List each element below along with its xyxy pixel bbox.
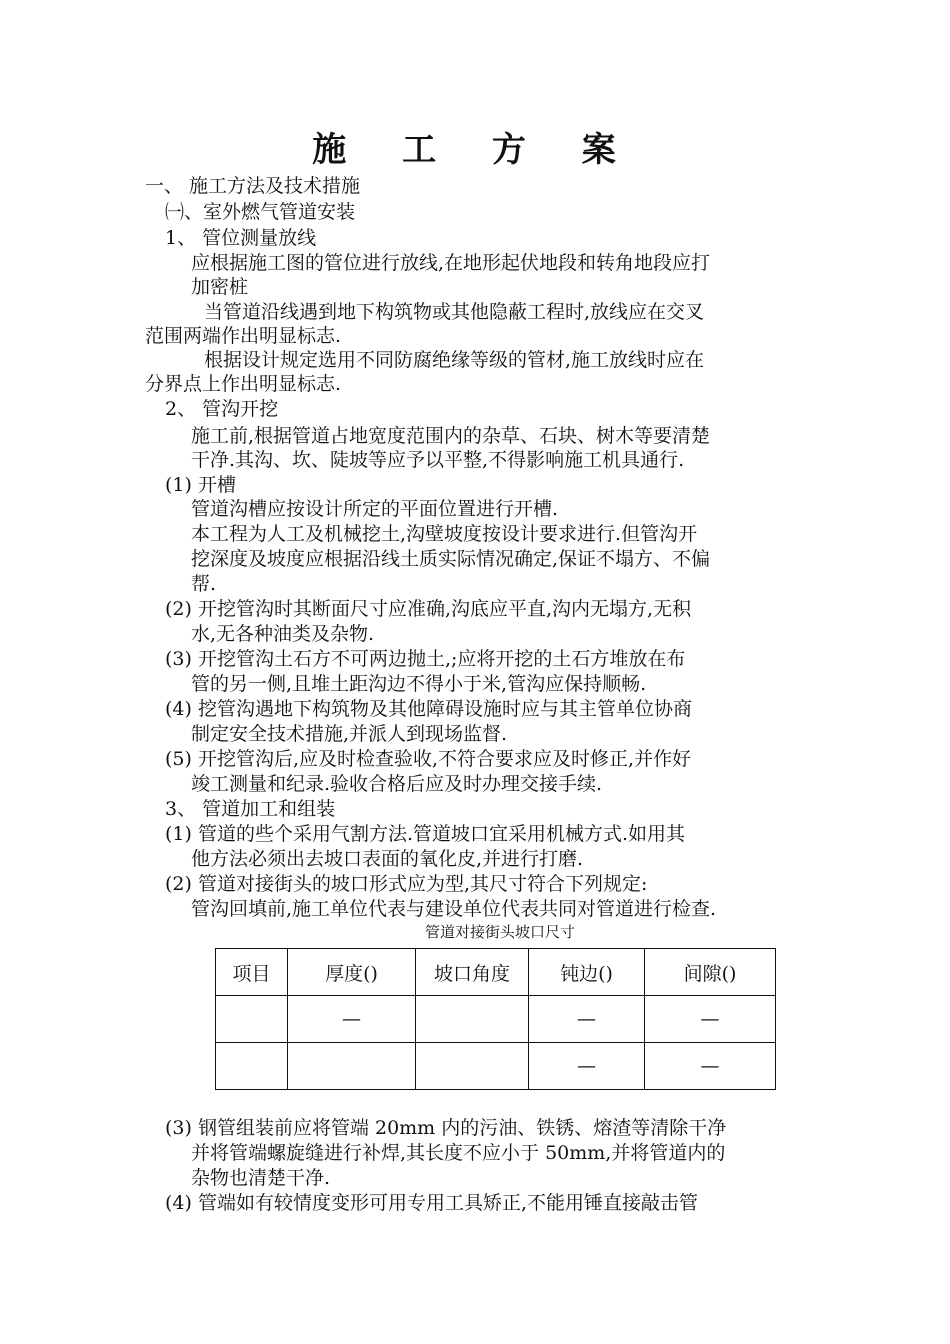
table-cell [216, 996, 288, 1043]
paragraph-line: 帮. [191, 573, 217, 595]
table-row [216, 996, 776, 1043]
list-item: (1) 管道的些个采用气割方法.管道坡口宜采用机械方式.如用其 [165, 823, 686, 845]
paragraph-line: 管的另一侧,且堆土距沟边不得小于米,管沟应保持顺畅. [191, 673, 647, 695]
table-cell [416, 996, 529, 1043]
table-cell: — [529, 996, 645, 1043]
paragraph-line: 挖深度及坡度应根据沿线土质实际情况确定,保证不塌方、不偏 [191, 548, 711, 570]
table-cell: — [645, 996, 776, 1043]
paragraph-line: 范围两端作出明显标志. [145, 325, 342, 347]
table-header-row [216, 949, 776, 996]
paragraph-line: 竣工测量和纪录.验收合格后应及时办理交接手续. [191, 773, 603, 795]
paragraph-line: 制定安全技术措施,并派人到现场监督. [191, 723, 508, 745]
paragraph-line: 应根据施工图的管位进行放线,在地形起伏地段和转角地段应打 [191, 252, 711, 274]
heading-level3: 1、 管位测量放线 [165, 227, 317, 249]
header-cell: 项目 [216, 949, 288, 996]
paragraph-line: 根据设计规定选用不同防腐绝缘等级的管材,施工放线时应在 [204, 349, 705, 371]
list-item: (4) 管端如有较情度变形可用专用工具矫正,不能用锤直接敲击管 [165, 1192, 698, 1214]
header-cell: 厚度() [288, 949, 416, 996]
paragraph-line: 施工前,根据管道占地宽度范围内的杂草、石块、树木等要清楚 [191, 425, 711, 447]
paragraph-line: 管沟回填前,施工单位代表与建设单位代表共同对管道进行检查. [191, 898, 717, 920]
heading-level2: ㈠、室外燃气管道安装 [165, 201, 356, 223]
paragraph-line: 并将管端螺旋缝进行补焊,其长度不应小于 50mm,并将管道内的 [191, 1142, 726, 1164]
list-item-heading: (1) 开槽 [165, 474, 236, 496]
list-item: (2) 开挖管沟时其断面尺寸应准确,沟底应平直,沟内无塌方,无积 [165, 598, 692, 620]
list-item: (2) 管道对接街头的坡口形式应为型,其尺寸符合下列规定: [165, 873, 648, 895]
heading-level3: 2、 管沟开挖 [165, 398, 279, 420]
table-cell [416, 1043, 529, 1090]
paragraph-line: 管道沟槽应按设计所定的平面位置进行开槽. [191, 498, 559, 520]
table-cell: — [288, 996, 416, 1043]
paragraph-line: 分界点上作出明显标志. [145, 373, 342, 395]
table-caption: 管道对接街头坡口尺寸 [424, 923, 575, 941]
header-cell: 钝边() [529, 949, 645, 996]
list-item: (3) 开挖管沟土石方不可两边抛土,;应将开挖的土石方堆放在布 [165, 648, 686, 670]
table-cell [288, 1043, 416, 1090]
header-cell: 坡口角度 [416, 949, 529, 996]
table-cell: — [529, 1043, 645, 1090]
paragraph-line: 干净.其沟、坎、陡坡等应予以平整,不得影响施工机具通行. [191, 449, 685, 471]
paragraph-line: 加密桩 [191, 276, 249, 298]
list-item: (3) 钢管组装前应将管端 20mm 内的污油、铁锈、熔渣等清除干净 [165, 1117, 727, 1139]
list-item: (5) 开挖管沟后,应及时检查验收,不符合要求应及时修正,并作好 [165, 748, 692, 770]
paragraph-line: 杂物也清楚干净. [191, 1167, 331, 1189]
table-cell [216, 1043, 288, 1090]
heading-level3: 3、 管道加工和组装 [165, 798, 336, 820]
heading-level1: 一、 施工方法及技术措施 [145, 175, 361, 197]
table-row [216, 1043, 776, 1090]
paragraph-line: 水,无各种油类及杂物. [191, 623, 375, 645]
header-cell: 间隙() [645, 949, 776, 996]
list-item: (4) 挖管沟遇地下构筑物及其他障碍设施时应与其主管单位协商 [165, 698, 692, 720]
paragraph-line: 他方法必须出去坡口表面的氧化皮,并进行打磨. [191, 848, 584, 870]
paragraph-line: 当管道沿线遇到地下构筑物或其他隐蔽工程时,放线应在交叉 [204, 301, 705, 323]
table-cell: — [645, 1043, 776, 1090]
bevel-dimension-table [215, 948, 776, 1090]
paragraph-line: 本工程为人工及机械挖土,沟壁坡度按设计要求进行.但管沟开 [191, 523, 698, 545]
document-title: 施 工 方 案 [312, 130, 638, 170]
